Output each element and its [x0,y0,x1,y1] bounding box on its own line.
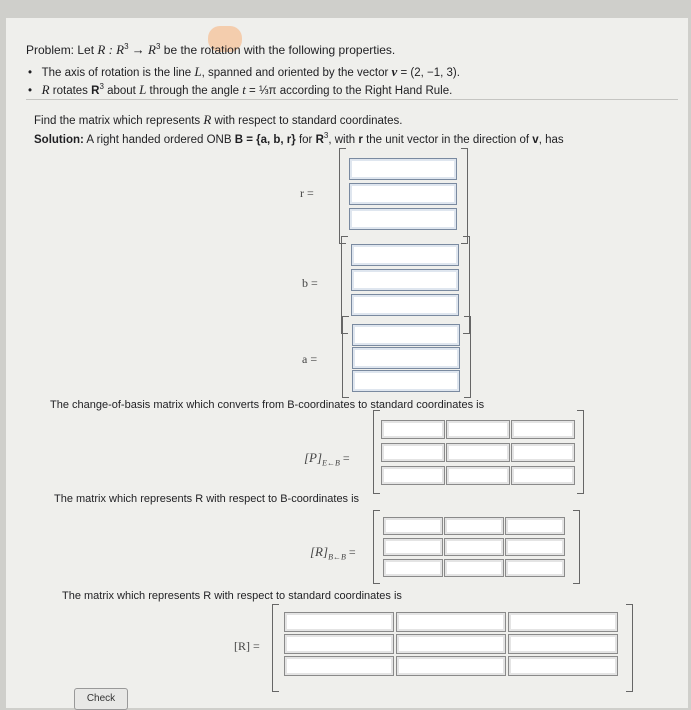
p-cell-input[interactable] [446,466,510,485]
p-cell-input[interactable] [381,420,445,439]
rb-cell-input[interactable] [505,559,565,577]
bracket-left [339,148,346,244]
rb-cell-input[interactable] [505,517,565,535]
r-component-3-input[interactable] [349,208,457,230]
problem-panel [6,18,688,708]
bracket-left [373,410,380,494]
a-component-2-input[interactable] [352,347,460,369]
bracket-left [272,604,279,692]
problem-statement: Problem: Let R : $R^3 \to R^3$ be the rotation with the following properties. [26,42,396,57]
change-of-basis-caption: The change-of-basis matrix which converts from B-coordinates to standard coordinates is [50,399,485,411]
p-cell-input[interactable] [446,420,510,439]
r-std-cell-input[interactable] [508,634,618,654]
b-component-3-input[interactable] [351,294,459,316]
bracket-right [573,510,580,584]
bracket-right [461,148,468,244]
bracket-right [626,604,633,692]
p-matrix-label: $[P]_{E\leftarrow B}$ = [304,450,350,468]
r-std-cell-input[interactable] [396,634,506,654]
rb-cell-input[interactable] [505,538,565,556]
bullet-icon: • [28,67,42,79]
r-std-cell-input[interactable] [284,612,394,632]
p-cell-input[interactable] [511,443,575,462]
bullet-icon: • [28,85,42,97]
rb-cell-input[interactable] [444,517,504,535]
r-std-cell-input[interactable] [508,612,618,632]
a-component-1-input[interactable] [352,324,460,346]
r-std-cell-input[interactable] [396,656,506,676]
find-instruction: Find the matrix which represents R with respect to standard coordinates. [34,112,403,127]
r-std-cell-input[interactable] [284,656,394,676]
bracket-right [464,316,471,398]
p-cell-input[interactable] [511,466,575,485]
b-component-2-input[interactable] [351,269,459,291]
rb-cell-input[interactable] [383,517,443,535]
r-component-1-input[interactable] [349,158,457,180]
p-cell-input[interactable] [446,443,510,462]
std-coords-caption: The matrix which represents R with respect to standard coordinates is [62,590,402,602]
check-button[interactable]: Check [74,688,128,710]
b-label: b = [302,276,318,290]
a-component-3-input[interactable] [352,370,460,392]
divider [26,99,678,100]
bullet-angle: • R rotates $R^3$ about L through the angle t = ⅓π according to the Right Hand Rule. [28,82,453,97]
rb-cell-input[interactable] [444,559,504,577]
p-cell-input[interactable] [381,443,445,462]
bracket-left [342,316,349,398]
r-matrix-label: [R] = [234,639,260,653]
r-std-cell-input[interactable] [396,612,506,632]
rb-matrix-label: $[R]_{B\leftarrow B}$ = [310,544,356,562]
r-component-2-input[interactable] [349,183,457,205]
solution-text: Solution: A right handed ordered ONB B = {a, b, r} for $R^3$, with r the unit vector in the direction of v, has [34,131,564,146]
b-coords-caption: The matrix which represents R with respect to B-coordinates is [54,493,360,505]
bullet-axis: • The axis of rotation is the line L, spanned and oriented by the vector v = (2, −1, 3). [28,64,460,79]
p-cell-input[interactable] [511,420,575,439]
bracket-right [577,410,584,494]
b-component-1-input[interactable] [351,244,459,266]
rb-cell-input[interactable] [383,559,443,577]
r-std-cell-input[interactable] [508,656,618,676]
a-label: a = [302,352,318,366]
p-cell-input[interactable] [381,466,445,485]
rb-cell-input[interactable] [383,538,443,556]
bracket-left [373,510,380,584]
rb-cell-input[interactable] [444,538,504,556]
r-std-cell-input[interactable] [284,634,394,654]
r-label: r = [300,186,314,200]
